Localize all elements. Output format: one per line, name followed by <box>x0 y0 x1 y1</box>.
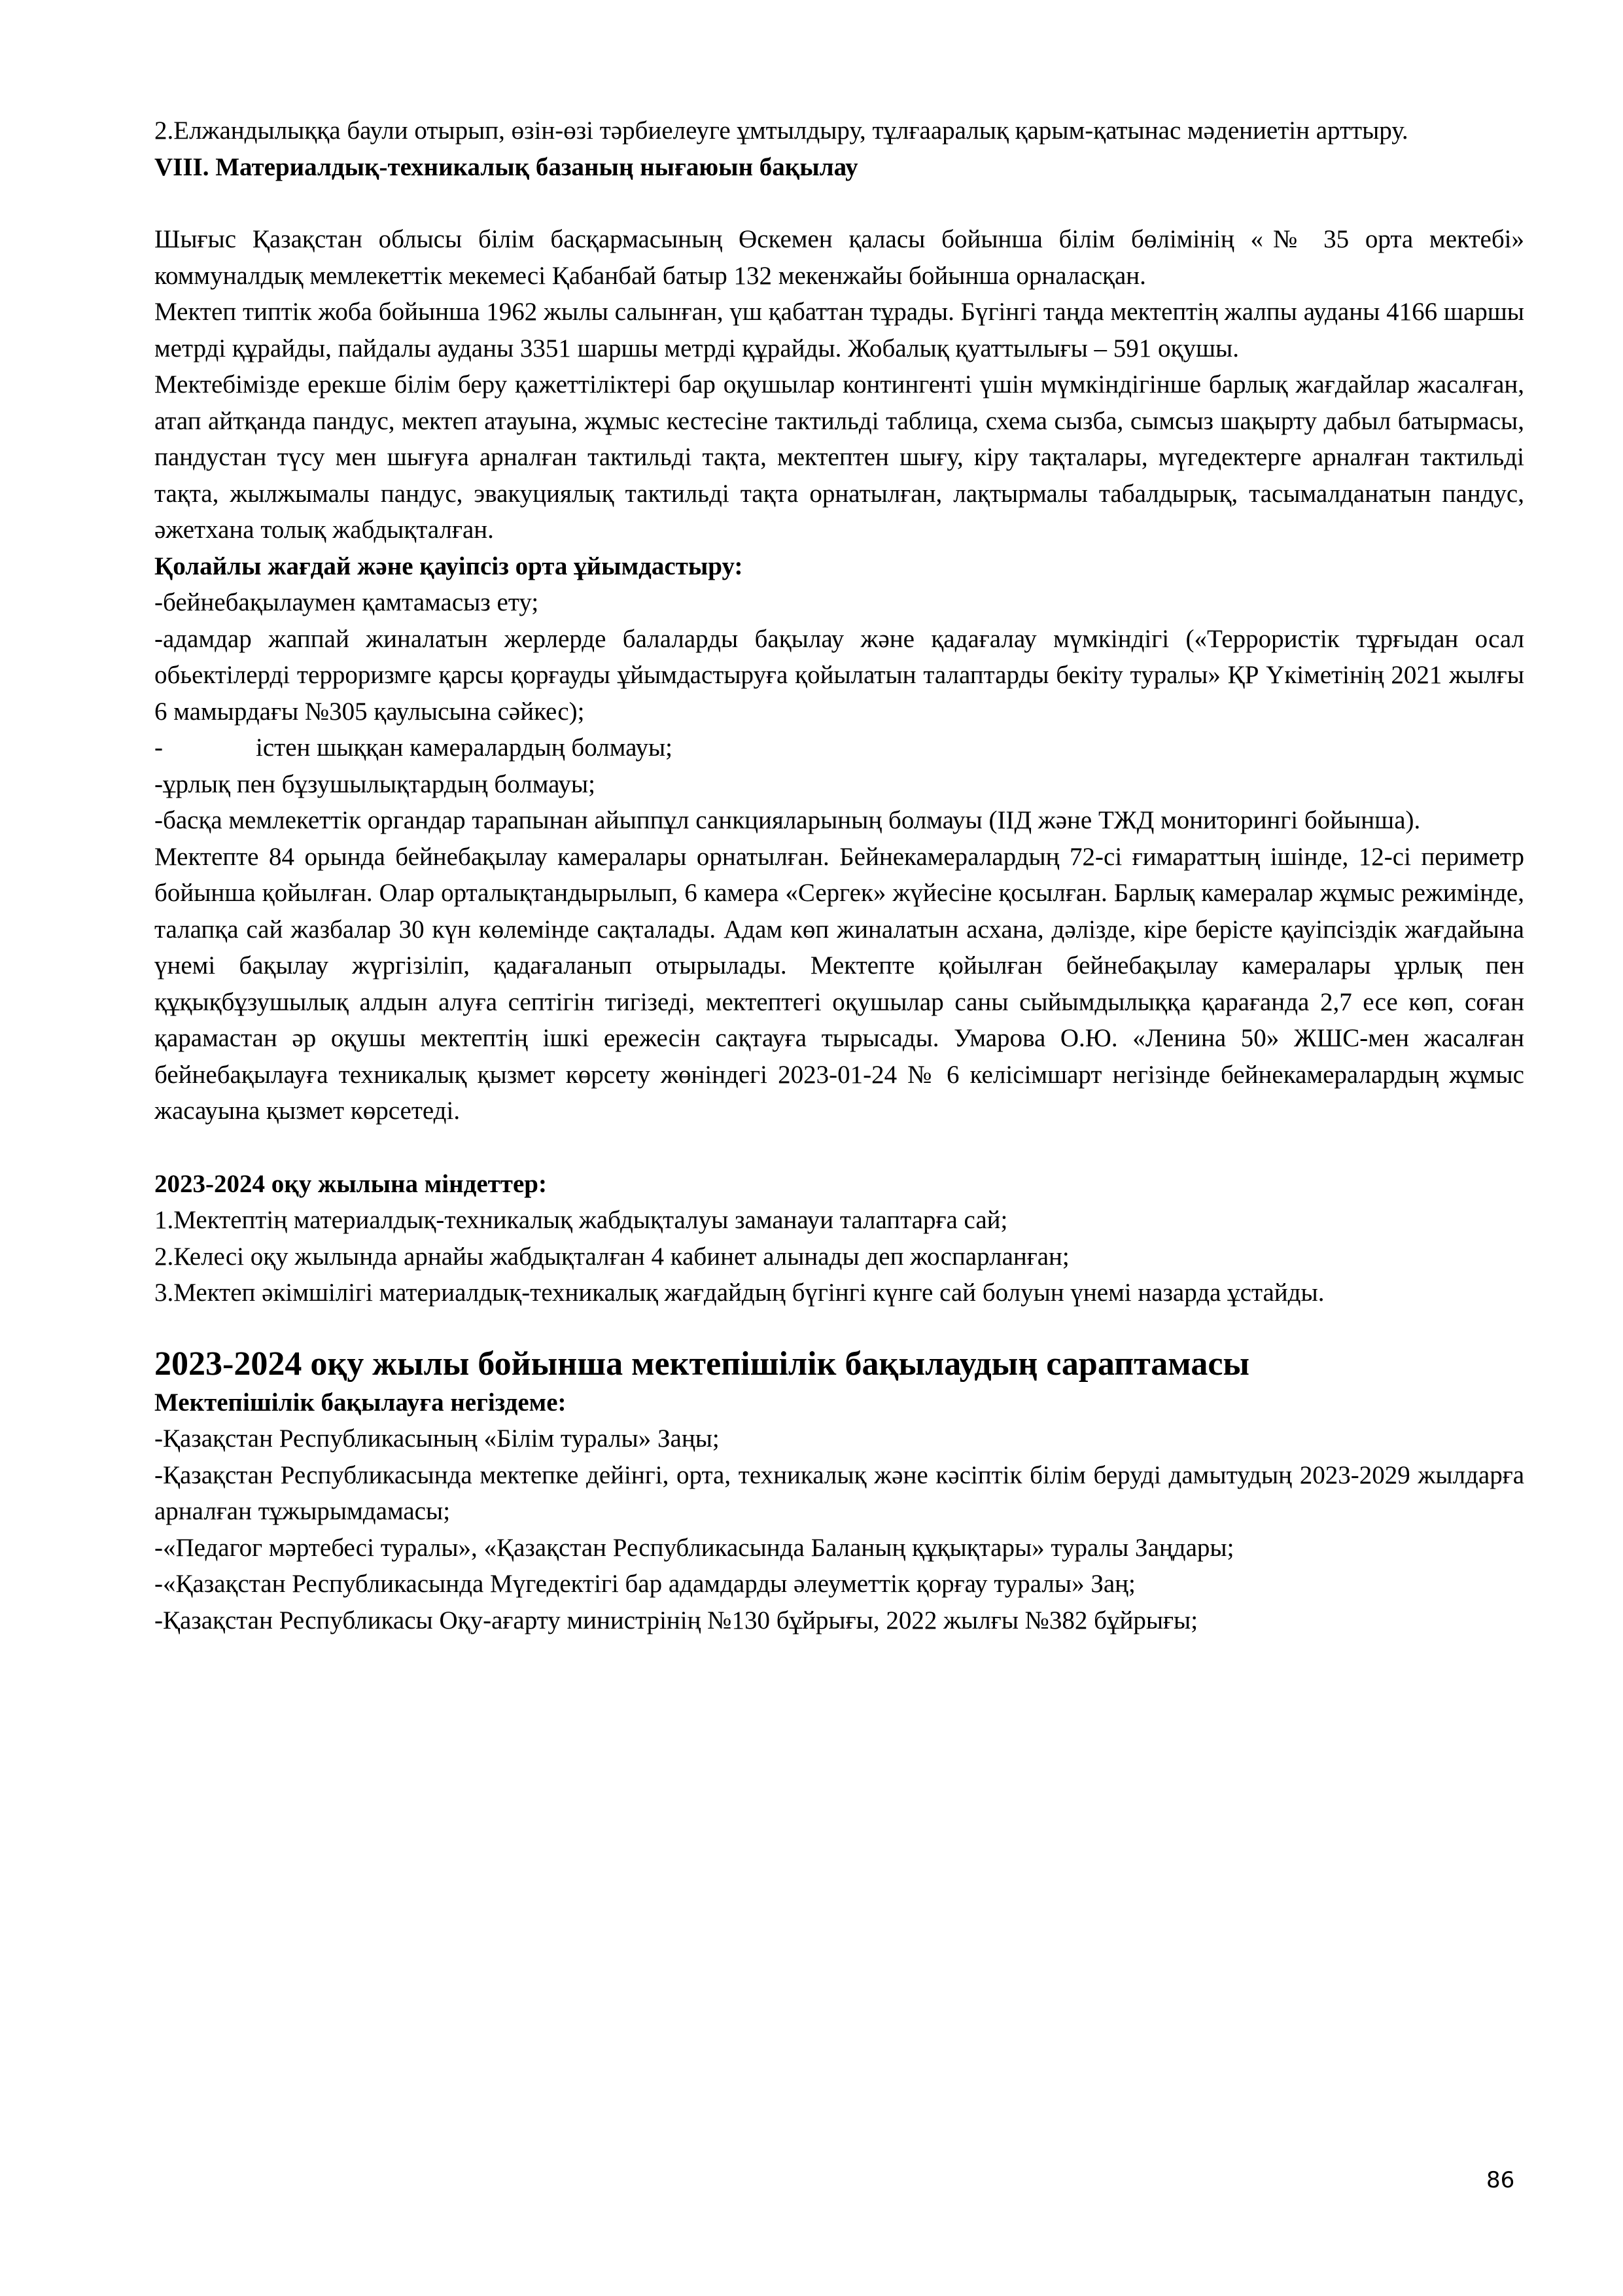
paragraph: Шығыс Қазақстан облысы білім басқармасының Өскемен қаласы бойынша білім бөлімінің «№ 35 орта мектебі» коммуналдық мемлекеттік мекемесі Қабанбай батыр 132 мекенжайы бойынша орналасқан. <box>154 225 1524 290</box>
paragraph: -Қазақстан Республикасы Оқу-ағарту министрінің №130 бұйрығы, 2022 жылғы №382 бұйрығы; <box>154 1606 1198 1634</box>
subheading: 2023-2024 оқу жылына міндеттер: <box>154 1169 547 1198</box>
paragraph: -Қазақстан Республикасының «Білім туралы» Заңы; <box>154 1424 720 1453</box>
list-dash: - <box>154 733 163 762</box>
paragraph: Мектебімізде ерекше білім беру қажеттіліктері бар оқушылар контингенті үшін мүмкіндігінше барлық жағдайлар жасалған, атап айтқанда пандус, мектеп атауына, жұмыс кестесіне тактильді таблица, схема сызба, сымсыз шақырту дабыл батырмасы, пандустан түсу мен шығуға арналған тактильді тақта, мектептен шығу, кіру тақталары, мүгедектерге арналған тактильді тақта, жылжымалы пандус, эвакуциялық тактильді тақта орнатылған, лақтырмалы табалдырық, тасымалданатын пандус, әжетхана толық жабдықталған. <box>154 370 1524 544</box>
section-heading: 2023-2024 оқу жылы бойынша мектепішілік бақылаудың сараптамасы <box>154 1345 1250 1383</box>
paragraph: -ұрлық пен бұзушылықтардың болмауы; <box>154 769 595 798</box>
paragraph: 2.Елжандылыққа баули отырып, өзін-өзі тәрбиелеуге ұмтылдыру, тұлғааралық қарым-қатынас мәдениетін арттыру. <box>154 116 1408 145</box>
paragraph: -басқа мемлекеттік органдар тарапынан айыппұл санкцияларының болмауы (ІІД және ТЖД мониторингі бойынша). <box>154 806 1421 834</box>
paragraph: -«Педагог мәртебесі туралы», «Қазақстан Республикасында Баланың құқықтары» туралы Заңдары; <box>154 1533 1234 1562</box>
paragraph: 3.Мектеп әкімшілігі материалдық-техникалық жағдайдың бүгінгі күнге сай болуын үнемі назарда ұстайды. <box>154 1279 1325 1307</box>
list-item-text: істен шыққан камералардың болмауы; <box>256 733 672 762</box>
page-number: 86 <box>1486 2167 1515 2193</box>
paragraph: -бейнебақылаумен қамтамасыз ету; <box>154 588 539 616</box>
paragraph: -Қазақстан Республикасында мектепке дейінгі, орта, техникалық және кәсіптік білім беруді дамытудың 2023-2029 жылдарға арналған тұжырымдамасы; <box>154 1460 1524 1525</box>
paragraph: -«Қазақстан Республикасында Мүгедектігі бар адамдарды әлеуметтік қорғау туралы» Заң; <box>154 1570 1136 1598</box>
paragraph: Мектеп типтік жоба бойынша 1962 жылы салынған, үш қабаттан тұрады. Бүгінгі таңда мектептің жалпы ауданы 4166 шаршы метрді құрайды, пайдалы ауданы 3351 шаршы метрді құрайды. Жобалық қуаттылығы – 591 оқушы. <box>154 298 1524 362</box>
subheading: VIII. Материалдық-техникалық базаның нығаюын бақылау <box>154 152 858 181</box>
subheading: Мектепішілік бақылауға негіздеме: <box>154 1388 567 1417</box>
paragraph: 2.Келесі оқу жылында арнайы жабдықталған 4 кабинет алынады деп жоспарланған; <box>154 1242 1070 1271</box>
paragraph: 1.Мектептің материалдық-техникалық жабдықталуы заманауи талаптарға сай; <box>154 1206 1008 1234</box>
document-body <box>154 113 1524 1638</box>
paragraph: Мектепте 84 орында бейнебақылау камералары орнатылған. Бейнекамералардың 72-сі ғимараттың ішінде, 12-сі периметр бойынша қойылған. Олар орталықтандырылып, 6 камера «Сергек» жүйесіне қосылған. Барлық камералар жұмыс режимінде, талапқа сай жазбалар 30 күн көлемінде сақталады. Адам көп жиналатын асхана, дәлізде, кіре берісте қауіпсіздік жағдайына үнемі бақылау жүргізіліп, қадағаланып отырылады. Мектепте қойылған бейнебақылау камералары ұрлық пен құқықбұзушылық алдын алуға септігін тигізеді, мектептегі оқушылар саны сыйымдылыққа қарағанда 2,7 есе көп, соған қарамастан әр оқушы мектептің ішкі ережесін сақтауға тырысады. Умарова О.Ю. «Ленина 50» ЖШС-мен жасалған бейнебақылауға техникалық қызмет көрсету жөніндегі 2023-01-24 № 6 келісімшарт негізінде бейнекамералардың жұмыс жасауына қызмет көрсетеді. <box>154 842 1524 1125</box>
paragraph-spacer <box>154 1311 1524 1344</box>
list-item <box>154 730 1524 766</box>
paragraph: -адамдар жаппай жиналатын жерлерде балаларды бақылау және қадағалау мүмкіндігі («Террористік тұрғыдан осал обьектілерді терроризмге қарсы қорғауды ұйымдастыруға қойылатын талаптарды бекіту туралы» ҚР Үкіметінің 2021 жылғы 6 мамырдағы №305 қаулысына сәйкес); <box>154 624 1524 726</box>
paragraph-spacer <box>154 185 1524 221</box>
paragraph-spacer <box>154 1129 1524 1166</box>
subheading: Қолайлы жағдай және қауіпсіз орта ұйымдастыру: <box>154 552 743 580</box>
